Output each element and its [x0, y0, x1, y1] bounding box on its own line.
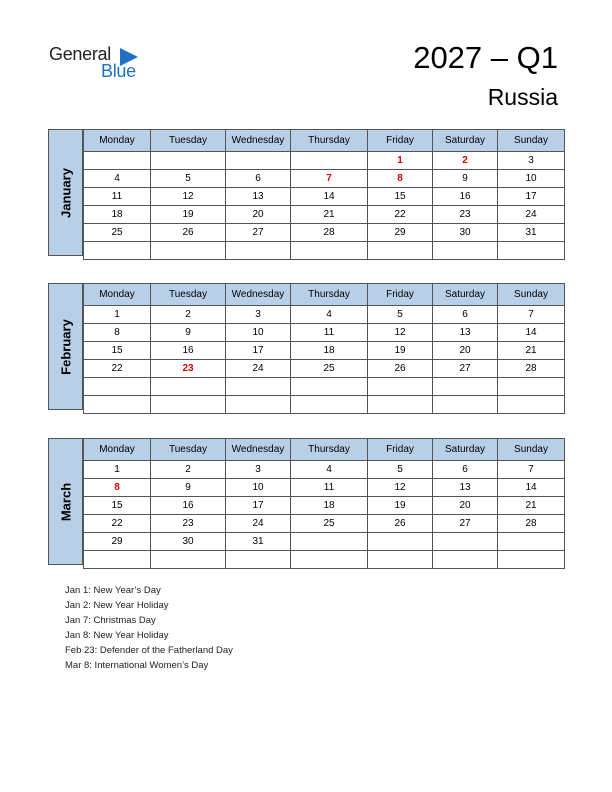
logo-blue-text: Blue	[101, 61, 136, 81]
holiday-notes	[65, 583, 233, 673]
day-cell	[151, 152, 226, 170]
day-cell	[498, 396, 565, 414]
day-cell	[433, 378, 498, 396]
day-cell: 7	[498, 461, 565, 479]
weekday-header: Sunday	[498, 439, 565, 461]
day-cell: 25	[84, 224, 151, 242]
day-cell	[433, 242, 498, 260]
day-cell	[291, 378, 368, 396]
day-cell: 11	[291, 324, 368, 342]
day-cell: 23	[151, 360, 226, 378]
day-cell: 22	[84, 515, 151, 533]
generalblue-logo	[49, 44, 149, 84]
day-cell: 5	[368, 306, 433, 324]
day-cell: 31	[498, 224, 565, 242]
weekday-header: Wednesday	[226, 439, 291, 461]
week-row	[84, 396, 565, 414]
day-cell: 19	[368, 342, 433, 360]
week-row	[84, 378, 565, 396]
day-cell: 28	[498, 515, 565, 533]
day-cell	[498, 551, 565, 569]
day-cell	[151, 378, 226, 396]
weekday-header: Sunday	[498, 284, 565, 306]
week-row	[84, 306, 565, 324]
day-cell: 14	[498, 479, 565, 497]
weekday-header: Sunday	[498, 130, 565, 152]
day-cell: 27	[433, 360, 498, 378]
month-label	[48, 283, 83, 410]
day-cell: 21	[498, 342, 565, 360]
day-cell	[498, 378, 565, 396]
calendar-grid	[83, 129, 565, 260]
day-cell: 28	[291, 224, 368, 242]
day-cell	[368, 378, 433, 396]
day-cell: 24	[498, 206, 565, 224]
weekday-header: Saturday	[433, 284, 498, 306]
day-cell: 6	[433, 306, 498, 324]
day-cell	[84, 396, 151, 414]
day-cell	[226, 242, 291, 260]
day-cell: 15	[368, 188, 433, 206]
day-cell: 19	[368, 497, 433, 515]
day-cell: 16	[433, 188, 498, 206]
month-label	[48, 438, 83, 565]
weekday-header: Wednesday	[226, 284, 291, 306]
day-cell: 13	[433, 479, 498, 497]
weekday-header: Saturday	[433, 439, 498, 461]
day-cell: 25	[291, 515, 368, 533]
holiday-note: Jan 1: New Year’s Day	[65, 585, 161, 596]
day-cell	[291, 396, 368, 414]
month-january	[48, 129, 564, 256]
day-cell: 25	[291, 360, 368, 378]
day-cell: 30	[433, 224, 498, 242]
day-cell: 20	[226, 206, 291, 224]
weekday-header: Thursday	[291, 130, 368, 152]
day-cell: 15	[84, 342, 151, 360]
day-cell: 18	[291, 342, 368, 360]
day-cell: 8	[368, 170, 433, 188]
day-cell: 9	[433, 170, 498, 188]
day-cell	[433, 396, 498, 414]
week-row	[84, 515, 565, 533]
week-row	[84, 497, 565, 515]
weekday-header: Friday	[368, 284, 433, 306]
day-cell: 1	[84, 306, 151, 324]
holiday-note: Jan 7: Christmas Day	[65, 615, 156, 626]
day-cell: 13	[226, 188, 291, 206]
month-name: March	[58, 482, 73, 521]
day-cell	[84, 152, 151, 170]
day-cell	[84, 242, 151, 260]
day-cell	[84, 551, 151, 569]
day-cell: 1	[84, 461, 151, 479]
day-cell: 22	[368, 206, 433, 224]
holiday-note: Jan 8: New Year Holiday	[65, 630, 169, 641]
day-cell: 5	[368, 461, 433, 479]
day-cell	[433, 533, 498, 551]
day-cell: 23	[151, 515, 226, 533]
day-cell: 10	[226, 479, 291, 497]
day-cell: 3	[226, 461, 291, 479]
week-row	[84, 324, 565, 342]
day-cell: 9	[151, 479, 226, 497]
weekday-header: Monday	[84, 284, 151, 306]
day-cell	[226, 396, 291, 414]
calendar-grid	[83, 283, 565, 414]
day-cell	[226, 378, 291, 396]
day-cell: 21	[498, 497, 565, 515]
day-cell	[368, 396, 433, 414]
day-cell	[151, 242, 226, 260]
day-cell	[291, 242, 368, 260]
week-row	[84, 188, 565, 206]
day-cell	[151, 396, 226, 414]
day-cell: 28	[498, 360, 565, 378]
week-row	[84, 224, 565, 242]
day-cell: 16	[151, 497, 226, 515]
day-cell: 7	[291, 170, 368, 188]
day-cell: 20	[433, 342, 498, 360]
weekday-header-row	[84, 439, 565, 461]
day-cell	[226, 152, 291, 170]
weekday-header: Monday	[84, 439, 151, 461]
day-cell: 30	[151, 533, 226, 551]
holiday-note: Mar 8: International Women’s Day	[65, 660, 209, 671]
day-cell: 23	[433, 206, 498, 224]
day-cell: 11	[84, 188, 151, 206]
day-cell	[84, 378, 151, 396]
day-cell: 6	[433, 461, 498, 479]
day-cell: 2	[151, 306, 226, 324]
day-cell: 4	[84, 170, 151, 188]
weekday-header-row	[84, 284, 565, 306]
week-row	[84, 170, 565, 188]
weekday-header: Monday	[84, 130, 151, 152]
day-cell: 5	[151, 170, 226, 188]
day-cell: 10	[226, 324, 291, 342]
month-name: February	[58, 318, 73, 375]
day-cell: 7	[498, 306, 565, 324]
month-february	[48, 283, 564, 410]
day-cell: 31	[226, 533, 291, 551]
country-name: Russia	[487, 84, 558, 110]
day-cell: 3	[226, 306, 291, 324]
day-cell: 15	[84, 497, 151, 515]
day-cell: 3	[498, 152, 565, 170]
day-cell: 27	[433, 515, 498, 533]
day-cell	[368, 242, 433, 260]
day-cell: 4	[291, 306, 368, 324]
day-cell: 24	[226, 360, 291, 378]
weekday-header: Saturday	[433, 130, 498, 152]
day-cell: 1	[368, 152, 433, 170]
day-cell: 26	[151, 224, 226, 242]
day-cell	[433, 551, 498, 569]
logo-general-text: General	[49, 44, 111, 64]
day-cell	[291, 551, 368, 569]
day-cell: 8	[84, 479, 151, 497]
day-cell: 11	[291, 479, 368, 497]
day-cell: 8	[84, 324, 151, 342]
week-row	[84, 479, 565, 497]
day-cell: 20	[433, 497, 498, 515]
day-cell: 17	[226, 497, 291, 515]
day-cell: 22	[84, 360, 151, 378]
weekday-header: Friday	[368, 130, 433, 152]
day-cell: 29	[84, 533, 151, 551]
holiday-note: Jan 2: New Year Holiday	[65, 600, 169, 611]
day-cell	[226, 551, 291, 569]
day-cell: 13	[433, 324, 498, 342]
day-cell: 19	[151, 206, 226, 224]
page-title: 2027 – Q1	[413, 40, 558, 75]
day-cell: 2	[433, 152, 498, 170]
weekday-header: Tuesday	[151, 130, 226, 152]
day-cell: 4	[291, 461, 368, 479]
day-cell: 18	[291, 497, 368, 515]
day-cell: 26	[368, 360, 433, 378]
calendar-grid	[83, 438, 565, 569]
day-cell: 16	[151, 342, 226, 360]
week-row	[84, 342, 565, 360]
day-cell: 6	[226, 170, 291, 188]
day-cell	[291, 533, 368, 551]
day-cell	[151, 551, 226, 569]
day-cell: 2	[151, 461, 226, 479]
week-row	[84, 206, 565, 224]
day-cell: 17	[226, 342, 291, 360]
day-cell: 17	[498, 188, 565, 206]
weekday-header: Friday	[368, 439, 433, 461]
day-cell: 9	[151, 324, 226, 342]
day-cell: 12	[368, 479, 433, 497]
week-row	[84, 360, 565, 378]
week-row	[84, 533, 565, 551]
day-cell: 10	[498, 170, 565, 188]
weekday-header-row	[84, 130, 565, 152]
day-cell: 27	[226, 224, 291, 242]
day-cell	[498, 533, 565, 551]
day-cell	[368, 551, 433, 569]
day-cell: 14	[498, 324, 565, 342]
day-cell: 24	[226, 515, 291, 533]
week-row	[84, 152, 565, 170]
weekday-header: Tuesday	[151, 439, 226, 461]
day-cell: 21	[291, 206, 368, 224]
weekday-header: Wednesday	[226, 130, 291, 152]
month-name: January	[58, 167, 73, 218]
week-row	[84, 551, 565, 569]
day-cell: 18	[84, 206, 151, 224]
day-cell	[498, 242, 565, 260]
month-march	[48, 438, 564, 565]
day-cell: 29	[368, 224, 433, 242]
weekday-header: Thursday	[291, 439, 368, 461]
weekday-header: Tuesday	[151, 284, 226, 306]
day-cell: 26	[368, 515, 433, 533]
week-row	[84, 461, 565, 479]
day-cell	[368, 533, 433, 551]
weekday-header: Thursday	[291, 284, 368, 306]
week-row	[84, 242, 565, 260]
month-label	[48, 129, 83, 256]
day-cell: 14	[291, 188, 368, 206]
day-cell	[291, 152, 368, 170]
day-cell: 12	[151, 188, 226, 206]
holiday-note: Feb 23: Defender of the Fatherland Day	[65, 645, 233, 656]
day-cell: 12	[368, 324, 433, 342]
